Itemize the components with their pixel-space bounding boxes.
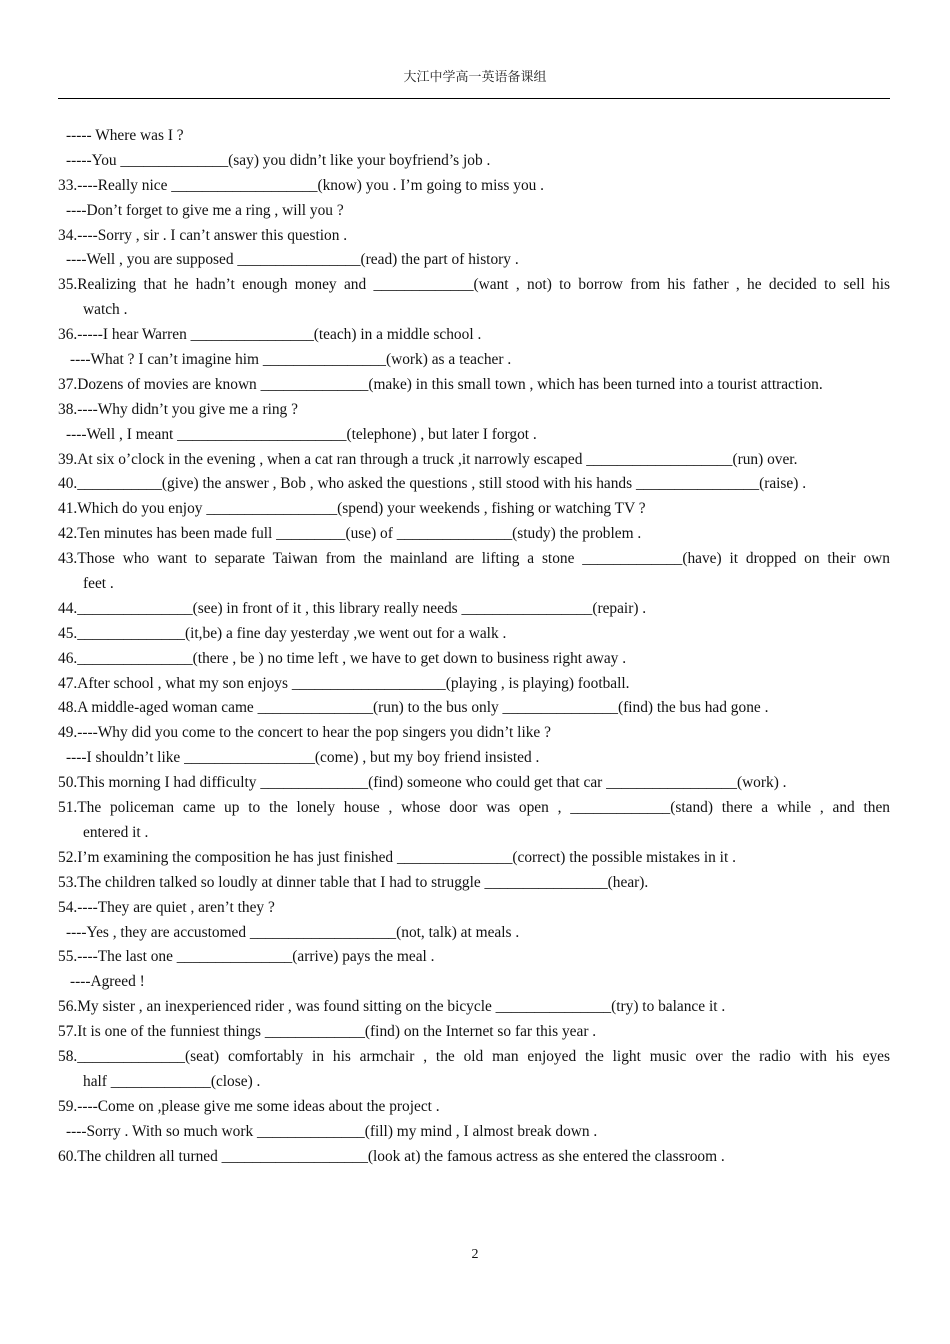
exercise-line: 41.Which do you enjoy _________________(spend) your weekends , fishing or watching TV ? <box>58 500 646 518</box>
exercise-line: ----I shouldn’t like _________________(come) , but my boy friend insisted . <box>66 749 540 767</box>
exercise-line: 44._______________(see) in front of it , this library really needs _________________(repair) . <box>58 599 647 617</box>
exercise-line: 49.----Why did you come to the concert to hear the pop singers you didn’t like ? <box>58 724 551 742</box>
exercise-line: 40.___________(give) the answer , Bob , who asked the questions , still stood with his hands ________________(raise) . <box>58 475 807 493</box>
exercise-line: 56.My sister , an inexperienced rider , was found sitting on the bicycle _______________(try) to balance it . <box>58 998 726 1016</box>
exercise-line: ----- Where was I ? <box>66 127 184 144</box>
exercise-line: 37.Dozens of movies are known ______________(make) in this small town , which has been turned into a tourist attraction. <box>58 375 823 393</box>
exercise-line: 43.Those who want to separate Taiwan from the mainland are lifting a stone _____________(have) it dropped on their own <box>58 550 890 568</box>
exercise-line: 45.______________(it,be) a fine day yesterday ,we went out for a walk . <box>58 624 507 642</box>
exercise-line: feet . <box>83 575 114 593</box>
exercise-line: entered it . <box>83 823 149 841</box>
exercise-line: ----Sorry . With so much work ______________(fill) my mind , I almost break down . <box>66 1122 598 1140</box>
exercise-line: 42.Ten minutes has been made full _________(use) of _______________(study) the problem . <box>58 525 642 543</box>
exercise-line: 55.----The last one _______________(arrive) pays the meal . <box>58 948 435 966</box>
exercise-line: 34.----Sorry , sir . I can’t answer this question . <box>58 226 348 244</box>
exercise-line: 51.The policeman came up to the lonely house , whose door was open , _____________(stand) there a while , and then <box>58 799 890 817</box>
exercise-line: 52.I’m examining the composition he has just finished _______________(correct) the possible mistakes in it . <box>58 848 736 866</box>
exercise-line: -----You ______________(say) you didn’t like your boyfriend’s job . <box>66 151 491 169</box>
exercise-line: half _____________(close) . <box>83 1072 261 1090</box>
exercise-line: 46._______________(there , be ) no time left , we have to get down to business right away . <box>58 649 627 667</box>
exercise-line: 33.----Really nice ___________________(know) you . I’m going to miss you . <box>58 176 545 194</box>
exercise-line: 53.The children talked so loudly at dinner table that I had to struggle ________________(hear). <box>58 873 649 891</box>
exercise-line: 48.A middle-aged woman came _______________(run) to the bus only _______________(find) the bus had gone . <box>58 699 769 717</box>
exercise-line: ----Well , I meant ______________________(telephone) , but later I forgot . <box>66 425 537 443</box>
exercise-line: watch . <box>83 301 128 319</box>
exercise-line: ----What ? I can’t imagine him ________________(work) as a teacher . <box>70 351 512 369</box>
exercise-line: ----Well , you are supposed ________________(read) the part of history . <box>66 251 519 269</box>
exercise-line: ----Agreed ! <box>70 973 145 991</box>
exercise-line: 58.______________(seat) comfortably in his armchair , the old man enjoyed the light music over the radio with his eyes <box>58 1047 890 1065</box>
exercise-line: 59.----Come on ,please give me some ideas about the project . <box>58 1097 440 1115</box>
page-header: 大江中学高一英语备课组 <box>403 69 547 84</box>
header-divider <box>58 98 890 99</box>
exercise-line: 36.-----I hear Warren ________________(teach) in a middle school . <box>58 326 482 344</box>
exercise-line: 54.----They are quiet , aren’t they ? <box>58 898 275 916</box>
exercise-line: 50.This morning I had difficulty ______________(find) someone who could get that car _________________(work) . <box>58 774 787 792</box>
exercise-line: 57.It is one of the funniest things _____________(find) on the Internet so far this year . <box>58 1023 597 1041</box>
exercise-body <box>58 124 890 1169</box>
exercise-line: ----Don’t forget to give me a ring , will you ? <box>66 201 344 219</box>
exercise-line: 39.At six o’clock in the evening , when a cat ran through a truck ,it narrowly escaped ___________________(run) over. <box>58 450 798 468</box>
exercise-line: 35.Realizing that he hadn’t enough money and _____________(want , not) to borrow from his father , he decided to sell his <box>58 276 890 294</box>
exercise-line: 60.The children all turned ___________________(look at) the famous actress as she entered the classroom . <box>58 1147 725 1165</box>
exercise-line: ----Yes , they are accustomed ___________________(not, talk) at meals . <box>66 923 520 941</box>
exercise-line: 38.----Why didn’t you give me a ring ? <box>58 400 298 418</box>
page-number: 2 <box>471 1247 479 1262</box>
exercise-line: 47.After school , what my son enjoys ____________________(playing , is playing) football. <box>58 674 630 692</box>
